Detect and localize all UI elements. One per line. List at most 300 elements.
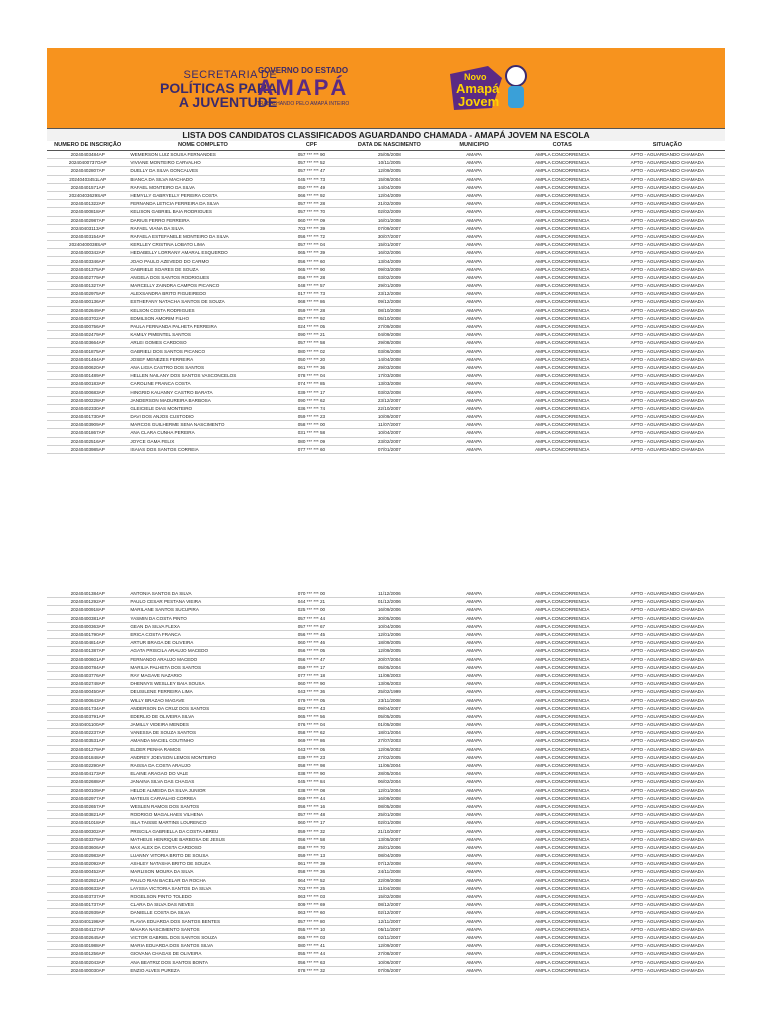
- nascimento-cell: 29/03/2008: [345, 363, 433, 371]
- table-row: [47, 630, 725, 638]
- nascimento-cell: 10/11/2005: [345, 159, 433, 167]
- situacao-cell: APTO - AGUARDANDO CHAMADA: [610, 183, 725, 191]
- municipio-cell: AMAPA: [433, 265, 514, 273]
- table-row: [47, 712, 725, 720]
- cotas-cell: AMPLA CONCORRENCIA: [515, 892, 610, 900]
- municipio-cell: AMAPA: [433, 224, 514, 232]
- table-row: [47, 404, 725, 412]
- cotas-cell: AMPLA CONCORRENCIA: [515, 380, 610, 388]
- inscricao-cell: 20240402237AP: [47, 729, 128, 737]
- table-row: [47, 363, 725, 371]
- inscricao-cell: 20240401790AP: [47, 630, 128, 638]
- table-row: [47, 175, 725, 183]
- situacao-cell: APTO - AGUARDANDO CHAMADA: [610, 778, 725, 786]
- cpf-cell: 045 *** *** 73: [278, 175, 346, 183]
- nascimento-cell: 05/11/2007: [345, 925, 433, 933]
- nascimento-cell: 28/05/2004: [345, 770, 433, 778]
- inscricao-cell: 20240402983AP: [47, 852, 128, 860]
- cpf-cell: 068 *** *** 86: [278, 298, 346, 306]
- situacao-cell: APTO - AGUARDANDO CHAMADA: [610, 224, 725, 232]
- situacao-cell: APTO - AGUARDANDO CHAMADA: [610, 860, 725, 868]
- municipio-cell: AMAPA: [433, 860, 514, 868]
- cpf-cell: 077 *** *** 60: [278, 445, 346, 453]
- cpf-cell: 056 *** *** 60: [278, 257, 346, 265]
- cpf-cell: 057 *** *** 67: [278, 622, 346, 630]
- col-inscricao: NUMERO DE INSCRIÇÃO: [47, 141, 128, 151]
- nascimento-cell: 11/12/2006: [345, 590, 433, 598]
- nome-cell: AMANDA MACIEL COUTINHO: [128, 737, 277, 745]
- inscricao-cell: 20240401100AP: [47, 721, 128, 729]
- cpf-cell: 031 *** *** 58: [278, 429, 346, 437]
- nascimento-cell: 18/09/2005: [345, 639, 433, 647]
- cotas-cell: AMPLA CONCORRENCIA: [515, 372, 610, 380]
- nascimento-cell: 09/04/2007: [345, 704, 433, 712]
- situacao-cell: APTO - AGUARDANDO CHAMADA: [610, 835, 725, 843]
- table-row: [47, 322, 725, 330]
- inscricao-cell: 20240401292AP: [47, 598, 128, 606]
- table-row: [47, 958, 725, 966]
- situacao-cell: APTO - AGUARDANDO CHAMADA: [610, 380, 725, 388]
- table-row: [47, 249, 725, 257]
- nascimento-cell: 07/12/2008: [345, 860, 433, 868]
- nascimento-cell: 05/05/2004: [345, 663, 433, 671]
- nome-cell: JOSEF MENEZES FERREIRA: [128, 355, 277, 363]
- nome-cell: ARLEI GOMES CARDOSO: [128, 339, 277, 347]
- municipio-cell: AMAPA: [433, 298, 514, 306]
- cotas-cell: AMPLA CONCORRENCIA: [515, 322, 610, 330]
- situacao-cell: APTO - AGUARDANDO CHAMADA: [610, 966, 725, 974]
- municipio-cell: AMAPA: [433, 355, 514, 363]
- inscricao-cell: 20240401489AP: [47, 372, 128, 380]
- cpf-cell: 057 *** *** 28: [278, 200, 346, 208]
- cpf-cell: 017 *** *** 73: [278, 290, 346, 298]
- cpf-cell: 065 *** *** 90: [278, 265, 346, 273]
- table-row: [47, 876, 725, 884]
- logo-word-3: Jovem: [458, 94, 500, 109]
- nome-cell: GIOVANA CHAGAS DE OLIVEIRA: [128, 950, 277, 958]
- cpf-cell: 703 *** *** 39: [278, 224, 346, 232]
- cotas-cell: AMPLA CONCORRENCIA: [515, 306, 610, 314]
- nascimento-cell: 07/09/2007: [345, 224, 433, 232]
- municipio-cell: AMAPA: [433, 396, 514, 404]
- table-row: [47, 827, 725, 835]
- nascimento-cell: 12/06/2002: [345, 745, 433, 753]
- nascimento-cell: 23/11/2008: [345, 696, 433, 704]
- municipio-cell: AMAPA: [433, 614, 514, 622]
- inscricao-cell: 20240404127AP: [47, 925, 128, 933]
- inscricao-cell: 20240403629SAP: [47, 191, 128, 199]
- cpf-cell: 057 *** *** 80: [278, 917, 346, 925]
- nome-cell: WEMERSON LUIZ SOUSA FERNANDES: [128, 151, 277, 159]
- nascimento-cell: 20/07/2004: [345, 655, 433, 663]
- cpf-cell: 048 *** *** 57: [278, 282, 346, 290]
- table-row: [47, 696, 725, 704]
- table-row: [47, 901, 725, 909]
- nome-cell: VANESSA DE SOUZA SANTOS: [128, 729, 277, 737]
- nome-cell: GABRIELE SOARES DE SOUZA: [128, 265, 277, 273]
- municipio-cell: AMAPA: [433, 183, 514, 191]
- table-row: [47, 892, 725, 900]
- cotas-cell: AMPLA CONCORRENCIA: [515, 925, 610, 933]
- nome-cell: KERLLEY CRISTINA LOBATO LIMA: [128, 241, 277, 249]
- situacao-cell: APTO - AGUARDANDO CHAMADA: [610, 745, 725, 753]
- situacao-cell: APTO - AGUARDANDO CHAMADA: [610, 216, 725, 224]
- cotas-cell: AMPLA CONCORRENCIA: [515, 208, 610, 216]
- nascimento-cell: 13/05/2007: [345, 835, 433, 843]
- cpf-cell: 024 *** *** 05: [278, 322, 346, 330]
- situacao-cell: APTO - AGUARDANDO CHAMADA: [610, 925, 725, 933]
- inscricao-cell: 20240402649AP: [47, 306, 128, 314]
- table-row: [47, 216, 725, 224]
- table-row: [47, 753, 725, 761]
- cpf-cell: 065 *** *** 56: [278, 712, 346, 720]
- nascimento-cell: 11/06/2004: [345, 761, 433, 769]
- inscricao-cell: 20240403791AP: [47, 712, 128, 720]
- inscricao-cell: 20240403531AP: [47, 737, 128, 745]
- table-row: [47, 265, 725, 273]
- governo-amapa-logo: [247, 66, 359, 107]
- cotas-cell: AMPLA CONCORRENCIA: [515, 950, 610, 958]
- situacao-cell: APTO - AGUARDANDO CHAMADA: [610, 282, 725, 290]
- situacao-cell: APTO - AGUARDANDO CHAMADA: [610, 622, 725, 630]
- situacao-cell: APTO - AGUARDANDO CHAMADA: [610, 729, 725, 737]
- municipio-cell: AMAPA: [433, 892, 514, 900]
- nome-cell: KELISON GABRIEL BAIA RODRIGUES: [128, 208, 277, 216]
- situacao-cell: APTO - AGUARDANDO CHAMADA: [610, 200, 725, 208]
- cpf-cell: 082 *** *** 43: [278, 704, 346, 712]
- nascimento-cell: 02/01/2008: [345, 819, 433, 827]
- nome-cell: ANA LIGIA CASTRO DOS SANTOS: [128, 363, 277, 371]
- nascimento-cell: 13/06/2003: [345, 680, 433, 688]
- cotas-cell: AMPLA CONCORRENCIA: [515, 761, 610, 769]
- cpf-cell: 070 *** *** 00: [278, 590, 346, 598]
- inscricao-cell: 20240400228AP: [47, 396, 128, 404]
- nascimento-cell: 05/10/2008: [345, 314, 433, 322]
- table-row: [47, 721, 725, 729]
- situacao-cell: APTO - AGUARDANDO CHAMADA: [610, 413, 725, 421]
- inscricao-cell: 20240402975AP: [47, 290, 128, 298]
- municipio-cell: AMAPA: [433, 729, 514, 737]
- table-row: [47, 159, 725, 167]
- nascimento-cell: 13/03/2008: [345, 380, 433, 388]
- inscricao-cell: 20240401198AP: [47, 917, 128, 925]
- table-row: [47, 639, 725, 647]
- table-row: [47, 388, 725, 396]
- cotas-cell: AMPLA CONCORRENCIA: [515, 614, 610, 622]
- inscricao-cell: 20240400136AP: [47, 298, 128, 306]
- nome-cell: GEAN DA SILVA FLEXA: [128, 622, 277, 630]
- situacao-cell: APTO - AGUARDANDO CHAMADA: [610, 396, 725, 404]
- municipio-cell: AMAPA: [433, 761, 514, 769]
- situacao-cell: APTO - AGUARDANDO CHAMADA: [610, 868, 725, 876]
- table-row: [47, 704, 725, 712]
- nascimento-cell: 16/02/2006: [345, 249, 433, 257]
- nome-cell: ANTONIA SANTOS DA SILVA: [128, 590, 277, 598]
- inscricao-cell: 20240400302AP: [47, 827, 128, 835]
- table-row: [47, 380, 725, 388]
- cotas-cell: AMPLA CONCORRENCIA: [515, 802, 610, 810]
- nascimento-cell: 30/07/2007: [345, 232, 433, 240]
- nome-cell: HEMYLLY GABRYELLY PEREIRA COSTA: [128, 191, 277, 199]
- table-row: [47, 778, 725, 786]
- situacao-cell: APTO - AGUARDANDO CHAMADA: [610, 884, 725, 892]
- situacao-cell: APTO - AGUARDANDO CHAMADA: [610, 958, 725, 966]
- header-banner: [47, 48, 725, 128]
- cpf-cell: 064 *** *** 52: [278, 876, 346, 884]
- nome-cell: VICTOR GABRIEL DOS SANTOS SOUZA: [128, 933, 277, 941]
- inscricao-cell: 20240400620AP: [47, 363, 128, 371]
- table-row: [47, 298, 725, 306]
- inscricao-cell: 20240403664AP: [47, 339, 128, 347]
- situacao-cell: APTO - AGUARDANDO CHAMADA: [610, 404, 725, 412]
- municipio-cell: AMAPA: [433, 786, 514, 794]
- nascimento-cell: 11/04/2008: [345, 884, 433, 892]
- nome-cell: KAMILY PIMENTEL SANTOS: [128, 331, 277, 339]
- table-row: [47, 590, 725, 598]
- situacao-cell: APTO - AGUARDANDO CHAMADA: [610, 265, 725, 273]
- cotas-cell: AMPLA CONCORRENCIA: [515, 183, 610, 191]
- cpf-cell: 074 *** *** 85: [278, 380, 346, 388]
- nascimento-cell: 08/05/2008: [345, 802, 433, 810]
- cpf-cell: 056 *** *** 45: [278, 630, 346, 638]
- nome-cell: ARTUR BRAGA DE OLIVEIRA: [128, 639, 277, 647]
- table-row: [47, 614, 725, 622]
- inscricao-cell: 20240403484AP: [47, 151, 128, 159]
- nascimento-cell: 10/04/2007: [345, 429, 433, 437]
- municipio-cell: AMAPA: [433, 208, 514, 216]
- table-row: [47, 151, 725, 159]
- cotas-cell: AMPLA CONCORRENCIA: [515, 200, 610, 208]
- cpf-cell: 703 *** *** 25: [278, 884, 346, 892]
- cotas-cell: AMPLA CONCORRENCIA: [515, 647, 610, 655]
- situacao-cell: APTO - AGUARDANDO CHAMADA: [610, 298, 725, 306]
- cotas-cell: AMPLA CONCORRENCIA: [515, 224, 610, 232]
- situacao-cell: APTO - AGUARDANDO CHAMADA: [610, 786, 725, 794]
- nome-cell: GLEICIELE DIAS MONTEIRO: [128, 404, 277, 412]
- situacao-cell: APTO - AGUARDANDO CHAMADA: [610, 761, 725, 769]
- municipio-cell: AMAPA: [433, 257, 514, 265]
- table-row: [47, 290, 725, 298]
- municipio-cell: AMAPA: [433, 794, 514, 802]
- nascimento-cell: 10/09/2007: [345, 413, 433, 421]
- nascimento-cell: 09/03/2009: [345, 265, 433, 273]
- municipio-cell: AMAPA: [433, 372, 514, 380]
- cotas-cell: AMPLA CONCORRENCIA: [515, 241, 610, 249]
- nascimento-cell: 12/11/2007: [345, 917, 433, 925]
- cotas-cell: AMPLA CONCORRENCIA: [515, 298, 610, 306]
- table-row: [47, 868, 725, 876]
- cotas-cell: AMPLA CONCORRENCIA: [515, 404, 610, 412]
- nome-cell: VIVIANE MONTEIRO CARVALHO: [128, 159, 277, 167]
- table-row: [47, 909, 725, 917]
- table-row: [47, 680, 725, 688]
- municipio-cell: AMAPA: [433, 151, 514, 159]
- nascimento-cell: 25/02/1999: [345, 688, 433, 696]
- situacao-cell: APTO - AGUARDANDO CHAMADA: [610, 590, 725, 598]
- table-row: [47, 966, 725, 974]
- cotas-cell: AMPLA CONCORRENCIA: [515, 265, 610, 273]
- nascimento-cell: 12/04/2009: [345, 191, 433, 199]
- nome-cell: CAROLINE FRANCA COSTA: [128, 380, 277, 388]
- secretaria-line-2: POLÍTICAS PARA: [160, 80, 278, 96]
- inscricao-cell: 20240403606AP: [47, 843, 128, 851]
- cotas-cell: AMPLA CONCORRENCIA: [515, 901, 610, 909]
- municipio-cell: AMAPA: [433, 200, 514, 208]
- cotas-cell: AMPLA CONCORRENCIA: [515, 811, 610, 819]
- table-row: [47, 241, 725, 249]
- cpf-cell: 059 *** *** 17: [278, 663, 346, 671]
- inscricao-cell: 20240400784AP: [47, 663, 128, 671]
- situacao-cell: APTO - AGUARDANDO CHAMADA: [610, 892, 725, 900]
- cotas-cell: AMPLA CONCORRENCIA: [515, 151, 610, 159]
- cotas-cell: AMPLA CONCORRENCIA: [515, 290, 610, 298]
- nome-cell: HELLEN NAILANY DOS SANTOS VASCONCELOS: [128, 372, 277, 380]
- inscricao-cell: 20240402330AP: [47, 404, 128, 412]
- cpf-cell: 061 *** *** 36: [278, 363, 346, 371]
- nascimento-cell: 07/05/2007: [345, 966, 433, 974]
- cpf-cell: 061 *** *** 39: [278, 860, 346, 868]
- cpf-cell: 056 *** *** 58: [278, 835, 346, 843]
- inscricao-cell: 20240400643AP: [47, 696, 128, 704]
- nome-cell: ALEXSANDRA BRITO FIGUEIREDO: [128, 290, 277, 298]
- cotas-cell: AMPLA CONCORRENCIA: [515, 606, 610, 614]
- nascimento-cell: 10/04/2006: [345, 622, 433, 630]
- nascimento-cell: 13/04/2009: [345, 257, 433, 265]
- nascimento-cell: 12/09/2005: [345, 647, 433, 655]
- situacao-cell: APTO - AGUARDANDO CHAMADA: [610, 770, 725, 778]
- inscricao-cell: 20240400756AP: [47, 322, 128, 330]
- candidates-table-page-1: [47, 141, 725, 454]
- inscricao-cell: 20240403985AP: [47, 445, 128, 453]
- nascimento-cell: 08/10/2008: [345, 306, 433, 314]
- inscricao-cell: 20240402516AP: [47, 437, 128, 445]
- table-row: [47, 884, 725, 892]
- cpf-cell: 056 *** *** 63: [278, 958, 346, 966]
- nascimento-cell: 11/07/2007: [345, 421, 433, 429]
- cpf-cell: 056 *** *** 47: [278, 655, 346, 663]
- cotas-cell: AMPLA CONCORRENCIA: [515, 331, 610, 339]
- situacao-cell: APTO - AGUARDANDO CHAMADA: [610, 273, 725, 281]
- situacao-cell: APTO - AGUARDANDO CHAMADA: [610, 680, 725, 688]
- cotas-cell: AMPLA CONCORRENCIA: [515, 729, 610, 737]
- nome-cell: ENZIO ALVES PUREZA: [128, 966, 277, 974]
- table-row: [47, 671, 725, 679]
- municipio-cell: AMAPA: [433, 835, 514, 843]
- municipio-cell: AMAPA: [433, 966, 514, 974]
- nome-cell: JAMILLY VIDEIRA MENDES: [128, 721, 277, 729]
- table-row: [47, 232, 725, 240]
- cpf-cell: 057 *** *** 04: [278, 241, 346, 249]
- situacao-cell: APTO - AGUARDANDO CHAMADA: [610, 802, 725, 810]
- situacao-cell: APTO - AGUARDANDO CHAMADA: [610, 363, 725, 371]
- nascimento-cell: 17/03/2008: [345, 372, 433, 380]
- nome-cell: BIANCA DA SILVA MACHADO: [128, 175, 277, 183]
- nome-cell: ISAIAS DOS SANTOS CORREIA: [128, 445, 277, 453]
- municipio-cell: AMAPA: [433, 167, 514, 175]
- table-row: [47, 622, 725, 630]
- municipio-cell: AMAPA: [433, 745, 514, 753]
- table-row: [47, 606, 725, 614]
- situacao-cell: APTO - AGUARDANDO CHAMADA: [610, 843, 725, 851]
- municipio-cell: AMAPA: [433, 191, 514, 199]
- inscricao-cell: 20240401018AP: [47, 819, 128, 827]
- inscricao-cell: 20240402092AP: [47, 860, 128, 868]
- inscricao-cell: 20240401571AP: [47, 183, 128, 191]
- municipio-cell: AMAPA: [433, 688, 514, 696]
- table-row: [47, 647, 725, 655]
- situacao-cell: APTO - AGUARDANDO CHAMADA: [610, 388, 725, 396]
- situacao-cell: APTO - AGUARDANDO CHAMADA: [610, 347, 725, 355]
- table-row: [47, 200, 725, 208]
- col-situacao: SITUAÇÃO: [610, 141, 725, 151]
- table-row: [47, 437, 725, 445]
- inscricao-cell: 20240400818AP: [47, 208, 128, 216]
- nome-cell: JANDERSON MADUREIRA BARBOSA: [128, 396, 277, 404]
- situacao-cell: APTO - AGUARDANDO CHAMADA: [610, 241, 725, 249]
- cpf-cell: 038 *** *** 90: [278, 770, 346, 778]
- inscricao-cell: 20240400452AP: [47, 868, 128, 876]
- nascimento-cell: 10/06/2007: [345, 958, 433, 966]
- municipio-cell: AMAPA: [433, 942, 514, 950]
- nascimento-cell: 15/02/2008: [345, 892, 433, 900]
- nome-cell: DARIUS FERRO FERREIRA: [128, 216, 277, 224]
- municipio-cell: AMAPA: [433, 737, 514, 745]
- secretaria-line-1: SECRETARIA DE: [183, 69, 278, 81]
- nome-cell: MATHEUS HENRIQUE BARBOSA DE JESUS: [128, 835, 277, 843]
- nascimento-cell: 03/02/2008: [345, 388, 433, 396]
- inscricao-cell: 20240400381AP: [47, 614, 128, 622]
- situacao-cell: APTO - AGUARDANDO CHAMADA: [610, 876, 725, 884]
- cpf-cell: 057 *** *** 92: [278, 314, 346, 322]
- nome-cell: PAULO RIAN BACELAR DA ROCHA: [128, 876, 277, 884]
- inscricao-cell: 20240400363AP: [47, 622, 128, 630]
- municipio-cell: AMAPA: [433, 290, 514, 298]
- cotas-cell: AMPLA CONCORRENCIA: [515, 852, 610, 860]
- nome-cell: WILLY BRAZAO MAGAVE: [128, 696, 277, 704]
- nascimento-cell: 12/09/2005: [345, 167, 433, 175]
- table-row: [47, 786, 725, 794]
- nome-cell: GABRIELI DOS SANTOS PICANCO: [128, 347, 277, 355]
- cotas-cell: AMPLA CONCORRENCIA: [515, 282, 610, 290]
- cotas-cell: AMPLA CONCORRENCIA: [515, 437, 610, 445]
- nascimento-cell: 09/12/2008: [345, 298, 433, 306]
- inscricao-cell: 20240403821AP: [47, 811, 128, 819]
- table-row: [47, 770, 725, 778]
- municipio-cell: AMAPA: [433, 868, 514, 876]
- situacao-cell: APTO - AGUARDANDO CHAMADA: [610, 322, 725, 330]
- situacao-cell: APTO - AGUARDANDO CHAMADA: [610, 355, 725, 363]
- nome-cell: ANDREY JOEVSON LEMOS MONTEIRO: [128, 753, 277, 761]
- municipio-cell: AMAPA: [433, 901, 514, 909]
- cpf-cell: 060 *** *** 90: [278, 680, 346, 688]
- municipio-cell: AMAPA: [433, 622, 514, 630]
- nascimento-cell: 22/10/2007: [345, 404, 433, 412]
- table-row: [47, 257, 725, 265]
- nascimento-cell: 14/04/2008: [345, 355, 433, 363]
- nome-cell: ASHLEY NATASHA BRITO DE SOUZA: [128, 860, 277, 868]
- municipio-cell: AMAPA: [433, 827, 514, 835]
- table-row: [47, 819, 725, 827]
- municipio-cell: AMAPA: [433, 778, 514, 786]
- nascimento-cell: 05/05/2005: [345, 712, 433, 720]
- cpf-cell: 057 *** *** 44: [278, 614, 346, 622]
- cotas-cell: AMPLA CONCORRENCIA: [515, 663, 610, 671]
- nascimento-cell: 01/05/2008: [345, 721, 433, 729]
- situacao-cell: APTO - AGUARDANDO CHAMADA: [610, 852, 725, 860]
- nascimento-cell: 07/01/2007: [345, 445, 433, 453]
- governo-top-text: GOVERNO DO ESTADO: [257, 66, 349, 75]
- nascimento-cell: 29/01/2009: [345, 282, 433, 290]
